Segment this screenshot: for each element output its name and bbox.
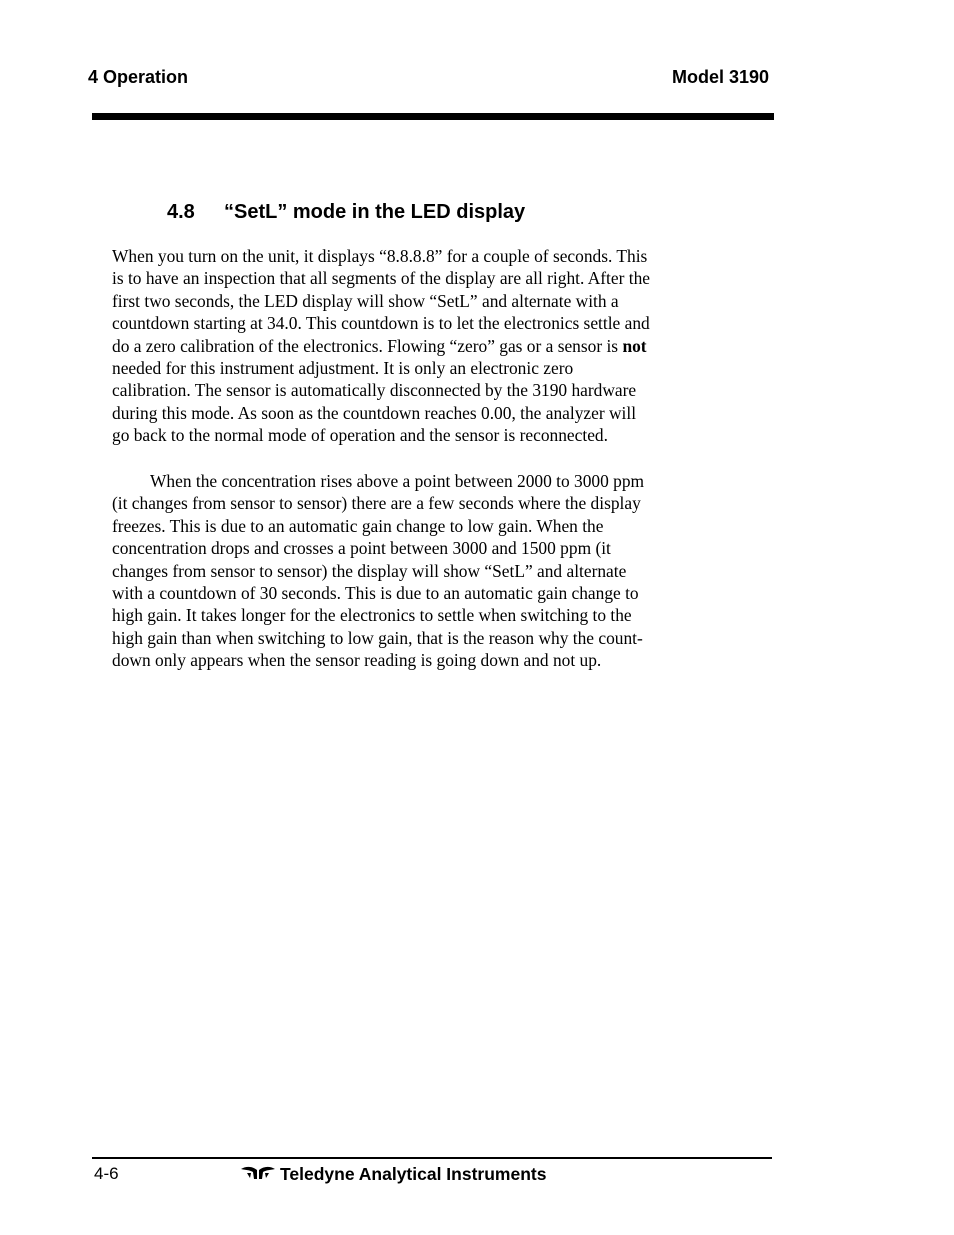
paragraph-line: high gain than when switching to low gain, that is the reason why the count-: [112, 627, 643, 648]
paragraph-line: with a countdown of 30 seconds. This is due to an automatic gain change to: [112, 583, 639, 604]
paragraph-line: changes from sensor to sensor) the display will show “SetL” and alternate: [112, 560, 627, 581]
paragraph-1: [112, 245, 688, 447]
paragraph-line: (it changes from sensor to sensor) there are a few seconds where the display: [112, 493, 641, 514]
paragraph-line: calibration. The sensor is automatically disconnected by the 3190 hardware: [112, 380, 637, 401]
running-header-model: Model 3190: [671, 67, 769, 87]
paragraph-line: countdown starting at 34.0. This countdown is to let the electronics settle and: [112, 313, 650, 334]
paragraph-line: is to have an inspection that all segments of the display are all right. After the: [112, 268, 650, 289]
section-heading: [167, 200, 525, 224]
paragraph-line-text: do a zero calibration of the electronics. Flowing “zero” gas or a sensor is: [112, 335, 623, 356]
running-header-chapter: 4 Operation: [88, 67, 189, 87]
paragraph-2: [112, 470, 688, 672]
emphasis-not: not: [622, 335, 647, 356]
paragraph-line: go back to the normal mode of operation and the sensor is reconnected.: [112, 425, 608, 446]
paragraph-line: concentration drops and crosses a point between 3000 and 1500 ppm (it: [112, 538, 611, 559]
paragraph-line: When you turn on the unit, it displays “8.8.8.8” for a couple of seconds. This: [112, 246, 648, 266]
paragraph-line: down only appears when the sensor reading is going down and not up.: [112, 650, 602, 671]
paragraph-line: [112, 335, 688, 357]
page-number: 4-6: [94, 1164, 119, 1183]
section-number: 4.8: [167, 201, 195, 223]
paragraph-line: When the concentration rises above a point between 2000 to 3000 ppm: [150, 471, 645, 491]
footer-divider: [92, 1157, 772, 1159]
paragraph-line: first two seconds, the LED display will show “SetL” and alternate with a: [112, 290, 619, 311]
paragraph-line: needed for this instrument adjustment. It is only an electronic zero: [112, 358, 574, 379]
paragraph-line: during this mode. As soon as the countdown reaches 0.00, the analyzer will: [112, 402, 637, 423]
teledyne-logo-icon: [240, 1166, 276, 1180]
header-divider: [92, 113, 774, 120]
company-name: Teledyne Analytical Instruments: [280, 1164, 547, 1184]
paragraph-line: high gain. It takes longer for the electronics to settle when switching to the: [112, 605, 632, 626]
section-title: “SetL” mode in the LED display: [224, 201, 526, 223]
paragraph-line: freezes. This is due to an automatic gain change to low gain. When the: [112, 515, 604, 536]
